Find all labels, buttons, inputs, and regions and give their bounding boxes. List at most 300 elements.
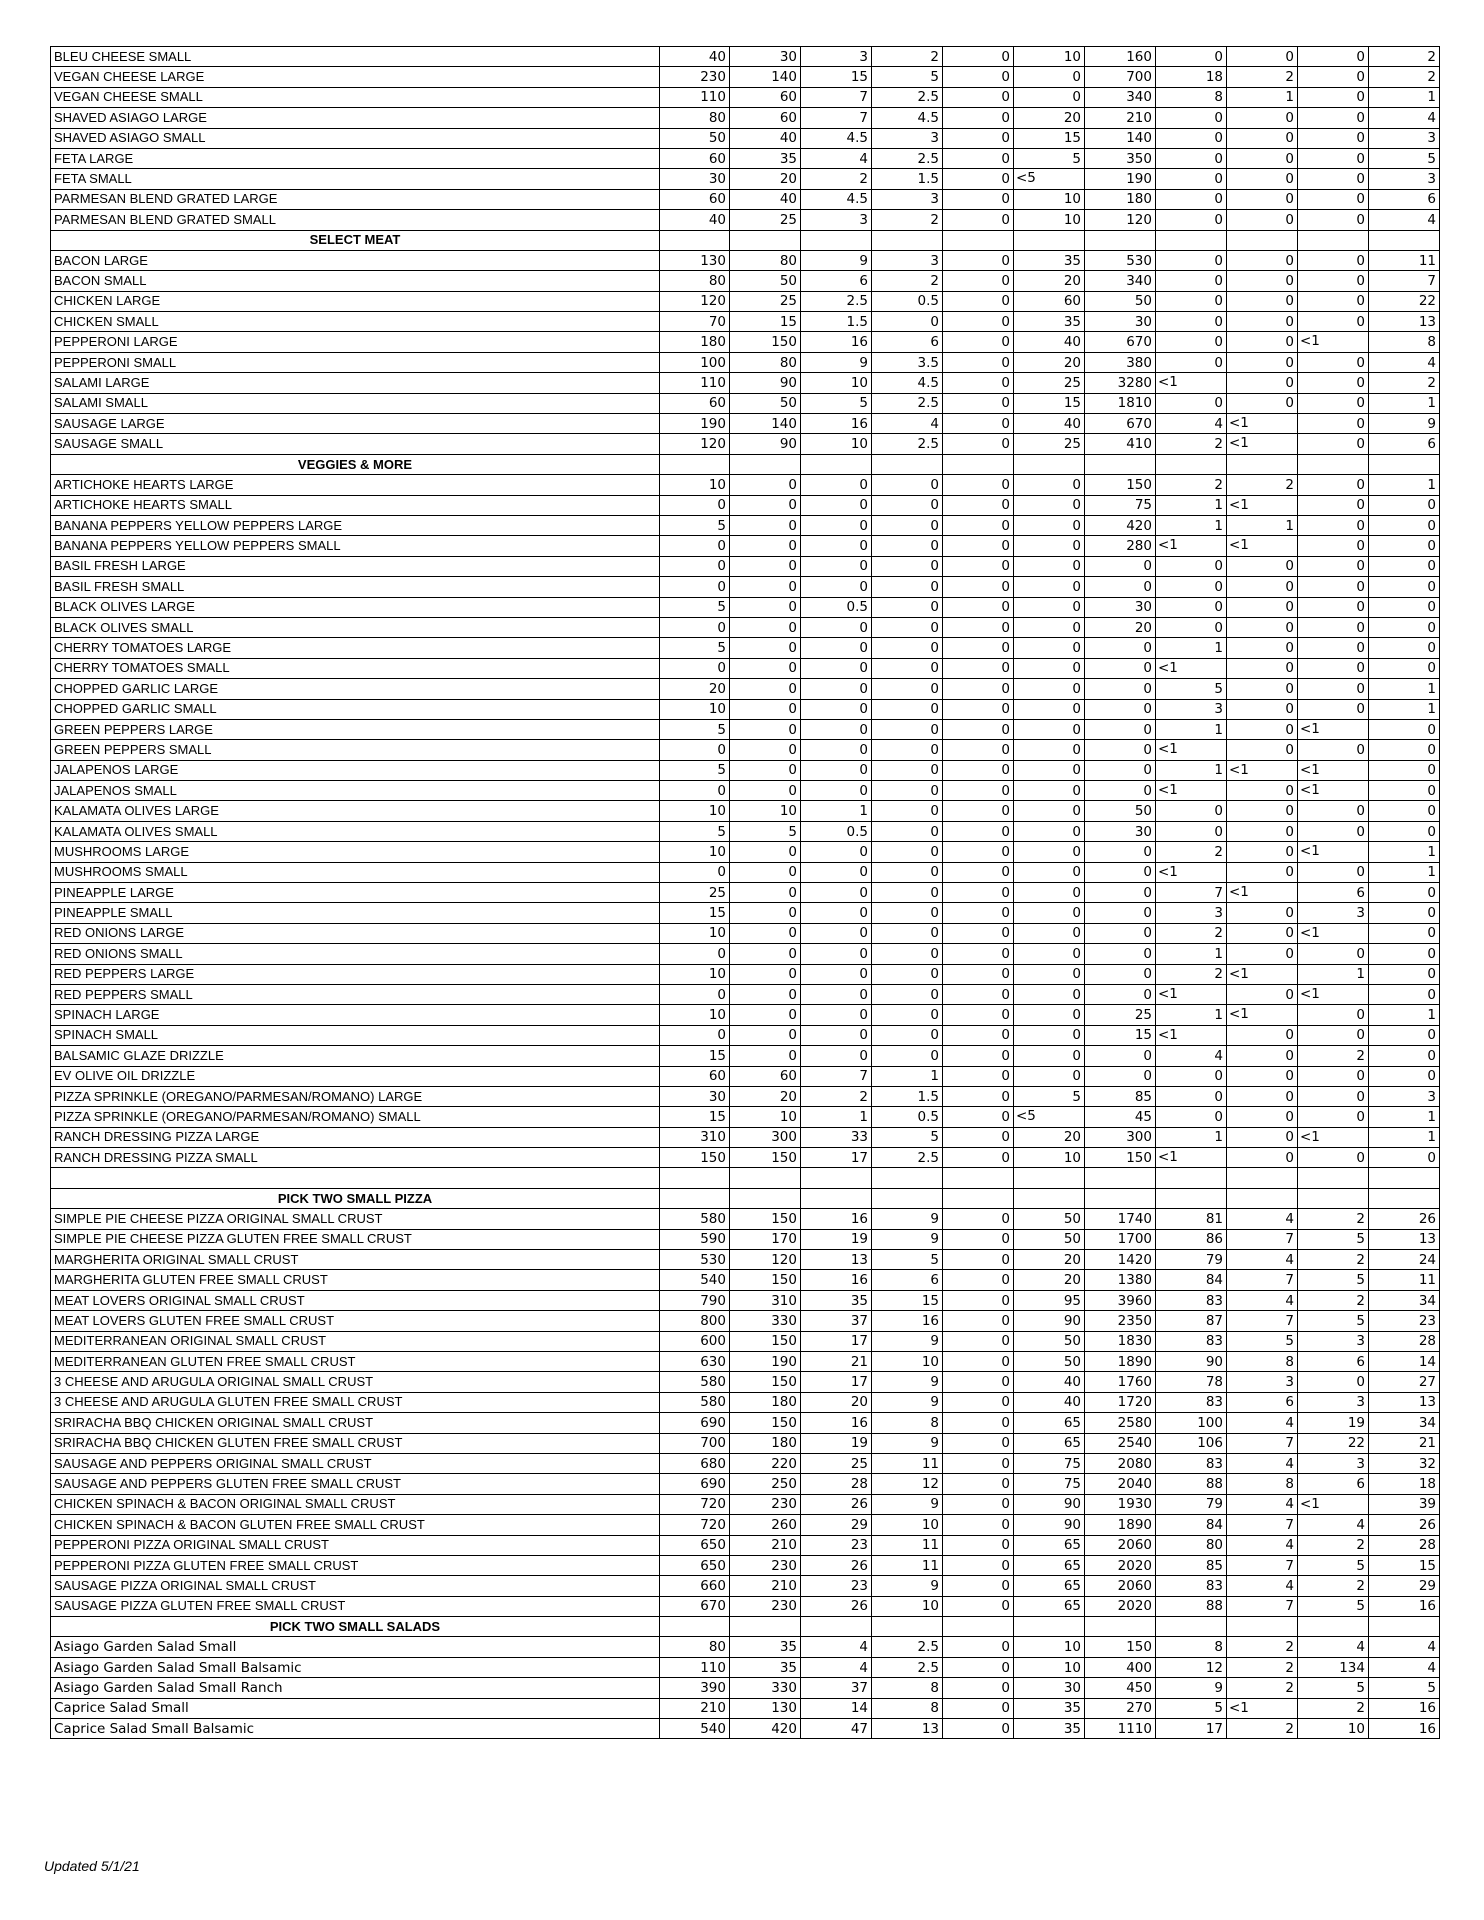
value-cell: 9 [1156, 1678, 1227, 1698]
value-cell: 0 [872, 923, 943, 943]
value-cell: 16 [872, 1311, 943, 1331]
value-cell: 10 [660, 1005, 730, 1025]
value-cell: 2 [872, 210, 943, 230]
value-cell: 0 [1369, 964, 1440, 984]
value-cell: 150 [730, 1209, 801, 1229]
value-cell: 0 [943, 862, 1014, 882]
value-cell: 0 [943, 373, 1014, 393]
value-cell: 12 [872, 1474, 943, 1494]
item-name: RANCH DRESSING PIZZA LARGE [51, 1127, 660, 1147]
value-cell [1369, 230, 1440, 250]
value-cell: 5 [1298, 1678, 1369, 1698]
value-cell: 32 [1369, 1453, 1440, 1473]
value-cell: 1420 [1085, 1250, 1156, 1270]
value-cell: 0 [1298, 67, 1369, 87]
value-text: 1 [1214, 1007, 1223, 1024]
value-cell: 0 [1156, 271, 1227, 291]
value-cell: 0 [943, 332, 1014, 352]
value-cell: 0 [872, 801, 943, 821]
value-cell: 0 [943, 1066, 1014, 1086]
value-cell: 670 [1085, 332, 1156, 352]
value-cell: 8 [872, 1413, 943, 1433]
item-name: BANANA PEPPERS YELLOW PEPPERS LARGE [51, 515, 660, 535]
value-cell: 9 [872, 1576, 943, 1596]
value-cell: 450 [1085, 1678, 1156, 1698]
value-cell: 0 [1298, 475, 1369, 495]
item-name: CHICKEN SMALL [51, 312, 660, 332]
value-cell: 340 [1085, 271, 1156, 291]
value-cell: 60 [660, 393, 730, 413]
value-cell: 0 [872, 597, 943, 617]
value-text: 150 [1126, 1149, 1152, 1166]
item-name: RANCH DRESSING PIZZA SMALL [51, 1148, 660, 1168]
value-cell: 10 [1014, 210, 1085, 230]
value-cell [1156, 1698, 1249, 1718]
value-cell: 2 [1227, 1678, 1298, 1698]
value-cell: 5 [1298, 1596, 1369, 1616]
value-cell: 0 [730, 862, 801, 882]
value-cell: 2 [1227, 475, 1298, 495]
value-cell: 15 [660, 1107, 730, 1127]
value-cell: 0 [1227, 679, 1298, 699]
table-row [51, 414, 1440, 434]
item-name: SAUSAGE PIZZA ORIGINAL SMALL CRUST [51, 1576, 660, 1596]
value-cell: 0 [730, 617, 801, 637]
value-cell: 0 [1085, 760, 1156, 780]
value-cell: 0 [943, 189, 1014, 209]
value-cell: 140 [730, 414, 801, 434]
value-cell: 0 [1014, 719, 1085, 739]
value-cell: 0 [943, 515, 1014, 535]
value-cell: 0 [1227, 1046, 1298, 1066]
overflow-value-text: <1 [1158, 374, 1178, 391]
value-cell: 110 [660, 87, 730, 107]
item-name: RED PEPPERS SMALL [51, 984, 660, 1004]
value-cell: 0 [943, 923, 1014, 943]
value-cell: 210 [660, 1698, 730, 1718]
value-cell: 0 [801, 719, 872, 739]
value-cell: 22 [1298, 1433, 1369, 1453]
value-cell: 150 [660, 1148, 730, 1168]
value-cell: 4 [1298, 1637, 1369, 1657]
value-cell: 2 [1227, 1637, 1298, 1657]
value-cell: 0 [943, 1474, 1014, 1494]
item-name: 3 CHEESE AND ARUGULA GLUTEN FREE SMALL CRUST [51, 1392, 660, 1412]
value-cell: 0 [1014, 658, 1085, 678]
value-cell: 680 [660, 1453, 730, 1473]
value-cell: 0 [1156, 250, 1227, 270]
value-cell: 11 [872, 1555, 943, 1575]
value-cell: 0 [943, 1637, 1014, 1657]
table-row [51, 1372, 1440, 1392]
value-cell: 0 [730, 719, 801, 739]
overflow-value-text: <1 [1229, 761, 1249, 778]
item-name: PINEAPPLE LARGE [51, 883, 660, 903]
value-cell: 20 [730, 1086, 801, 1106]
value-cell: 2 [1298, 1535, 1369, 1555]
value-cell: 7 [1227, 1433, 1298, 1453]
value-cell: 0 [1227, 1107, 1298, 1127]
value-cell: 5 [801, 393, 872, 413]
value-cell: 0 [943, 291, 1014, 311]
value-cell: 0 [943, 1392, 1014, 1412]
section-header-row [51, 1617, 1440, 1637]
value-cell: 0 [1156, 1066, 1227, 1086]
value-cell: 0 [1156, 148, 1227, 168]
value-cell: 0 [1156, 169, 1227, 189]
value-cell: 30 [1014, 1678, 1085, 1698]
value-cell: 0 [943, 1250, 1014, 1270]
value-cell: 0 [1369, 515, 1440, 535]
value-cell: 0 [660, 1025, 730, 1045]
value-cell: 2.5 [801, 291, 872, 311]
value-cell: 1 [1156, 515, 1227, 535]
value-cell: 9 [872, 1229, 943, 1249]
value-cell: 17 [801, 1148, 872, 1168]
value-cell: 95 [1014, 1290, 1085, 1310]
value-cell: 150 [730, 1413, 801, 1433]
value-text: 7 [1214, 884, 1223, 901]
value-cell: 0 [943, 393, 1014, 413]
value-cell: 0 [943, 1290, 1014, 1310]
value-cell: 15 [1369, 1555, 1440, 1575]
table-row [51, 515, 1440, 535]
value-cell [872, 230, 943, 250]
value-cell [1014, 230, 1085, 250]
value-cell: 2 [1369, 67, 1440, 87]
value-cell: 3 [872, 250, 943, 270]
value-cell: 18 [1369, 1474, 1440, 1494]
value-cell: 0 [1227, 210, 1298, 230]
item-name [51, 1168, 660, 1188]
value-cell: 0 [943, 1413, 1014, 1433]
value-cell: 50 [1014, 1331, 1085, 1351]
value-cell: 0 [1156, 556, 1227, 576]
item-name: 3 CHEESE AND ARUGULA ORIGINAL SMALL CRUST [51, 1372, 660, 1392]
value-text: 0 [1001, 1109, 1010, 1125]
value-cell: 90 [1014, 1494, 1085, 1514]
table-row [51, 475, 1440, 495]
value-cell: 0 [943, 1270, 1014, 1290]
value-cell: 1 [1369, 393, 1440, 413]
table-row [51, 1698, 1440, 1718]
value-cell: 20 [1014, 1270, 1085, 1290]
value-cell: 0 [943, 781, 1014, 801]
value-cell: 20 [1014, 1250, 1085, 1270]
item-name: RED ONIONS LARGE [51, 923, 660, 943]
value-cell: 35 [730, 1637, 801, 1657]
value-cell: 0 [872, 577, 943, 597]
value-cell: 260 [730, 1515, 801, 1535]
value-cell: 4 [801, 148, 872, 168]
value-cell: 17 [1156, 1719, 1227, 1739]
item-name: PIZZA SPRINKLE (OREGANO/PARMESAN/ROMANO) LARGE [51, 1086, 660, 1106]
value-cell: 160 [1085, 47, 1156, 67]
item-name: MARGHERITA ORIGINAL SMALL CRUST [51, 1250, 660, 1270]
value-cell: 230 [730, 1555, 801, 1575]
value-cell: 33 [801, 1127, 872, 1147]
value-cell: 5 [660, 821, 730, 841]
value-text: 0 [1285, 721, 1294, 738]
value-cell: 2 [872, 271, 943, 291]
value-cell: 0 [1085, 964, 1156, 984]
item-name: BACON LARGE [51, 250, 660, 270]
value-cell: 0 [943, 352, 1014, 372]
value-cell: 580 [660, 1372, 730, 1392]
value-text: 4 [1214, 415, 1223, 432]
value-cell: 30 [1085, 597, 1156, 617]
value-cell: 420 [1085, 515, 1156, 535]
table-row [51, 67, 1440, 87]
item-name: CHERRY TOMATOES LARGE [51, 638, 660, 658]
value-cell: 84 [1156, 1515, 1227, 1535]
value-cell: 3 [1369, 1086, 1440, 1106]
table-row [51, 821, 1440, 841]
value-cell: 19 [1298, 1413, 1369, 1433]
value-cell: 50 [1014, 1209, 1085, 1229]
value-cell: 0 [943, 984, 1014, 1004]
value-cell: 6 [872, 1270, 943, 1290]
value-cell: 5 [660, 760, 730, 780]
value-cell: 0 [660, 658, 730, 678]
value-cell: 0 [801, 1025, 872, 1045]
value-cell: 5 [660, 515, 730, 535]
value-cell: 5 [660, 597, 730, 617]
value-cell: 330 [730, 1678, 801, 1698]
value-cell: 0 [943, 842, 1014, 862]
table-row [51, 373, 1440, 393]
value-cell: 7 [1369, 271, 1440, 291]
value-cell: 0 [1156, 393, 1227, 413]
value-cell: 2080 [1085, 1453, 1156, 1473]
value-cell: 0 [943, 1148, 1014, 1168]
value-cell: 3 [1156, 903, 1227, 923]
value-cell: 0 [1227, 699, 1298, 719]
value-cell: 10 [801, 373, 872, 393]
value-cell: 0 [801, 536, 872, 556]
value-cell: 180 [660, 332, 730, 352]
value-cell [943, 1168, 1014, 1188]
value-cell: 670 [660, 1596, 730, 1616]
value-cell: 10 [1014, 47, 1085, 67]
value-cell: 39 [1369, 1494, 1440, 1514]
table-row [51, 617, 1440, 637]
value-cell: 0 [1227, 617, 1298, 637]
item-name: Asiago Garden Salad Small [51, 1637, 660, 1657]
value-cell: 15 [1014, 128, 1085, 148]
value-cell: 0 [730, 638, 801, 658]
value-cell: 1 [1227, 87, 1298, 107]
value-cell: 4.5 [801, 128, 872, 148]
value-cell: 0 [1014, 821, 1085, 841]
overflow-value-text: <1 [1158, 1149, 1178, 1166]
value-cell: 0 [943, 679, 1014, 699]
value-cell: 0 [1085, 883, 1156, 903]
value-cell: 2 [1369, 373, 1440, 393]
value-cell [943, 1188, 1014, 1208]
value-cell: 75 [1014, 1453, 1085, 1473]
value-cell: 10 [1014, 1657, 1085, 1677]
value-cell: 0 [1369, 658, 1440, 678]
value-cell: 0 [1369, 760, 1440, 780]
value-cell: 25 [801, 1453, 872, 1473]
value-cell: 5 [872, 67, 943, 87]
table-row [51, 1046, 1440, 1066]
value-cell: 3.5 [872, 352, 943, 372]
value-cell: 5 [872, 1127, 943, 1147]
value-cell: 0 [730, 903, 801, 923]
value-cell [1085, 740, 1178, 760]
item-name: VEGAN CHEESE LARGE [51, 67, 660, 87]
table-row [51, 312, 1440, 332]
value-cell: 0 [801, 883, 872, 903]
value-cell: 0 [943, 1331, 1014, 1351]
value-cell: 0 [660, 495, 730, 515]
item-name: BASIL FRESH SMALL [51, 577, 660, 597]
value-text: 0 [1285, 1129, 1294, 1146]
value-cell [1156, 1005, 1249, 1025]
item-name: SPINACH LARGE [51, 1005, 660, 1025]
value-cell: 29 [1369, 1576, 1440, 1596]
value-cell: 0 [1227, 271, 1298, 291]
value-cell: 0 [943, 597, 1014, 617]
value-cell: 630 [660, 1352, 730, 1372]
value-cell: 0 [1227, 148, 1298, 168]
value-cell: 0 [1298, 271, 1369, 291]
item-name: ARTICHOKE HEARTS SMALL [51, 495, 660, 515]
value-cell: 0 [1227, 658, 1298, 678]
value-cell: 4 [1227, 1576, 1298, 1596]
value-cell: 83 [1156, 1392, 1227, 1412]
value-cell: 0 [730, 883, 801, 903]
value-cell: 0 [943, 1678, 1014, 1698]
value-cell: 2.5 [872, 148, 943, 168]
value-cell: 80 [660, 108, 730, 128]
overflow-value-text: <1 [1300, 782, 1320, 799]
table-row [51, 1148, 1440, 1168]
value-cell: 0 [872, 719, 943, 739]
value-cell: 3 [1298, 1392, 1369, 1412]
value-cell: 6 [1369, 189, 1440, 209]
value-cell: 37 [801, 1311, 872, 1331]
value-cell: 0 [1227, 373, 1298, 393]
value-cell [1227, 923, 1320, 943]
value-cell: 0 [1227, 189, 1298, 209]
value-cell: 0 [1227, 47, 1298, 67]
value-cell: 7 [1227, 1311, 1298, 1331]
value-cell: 0 [1014, 475, 1085, 495]
table-row [51, 760, 1440, 780]
item-name: MEAT LOVERS GLUTEN FREE SMALL CRUST [51, 1311, 660, 1331]
value-cell: 670 [1085, 414, 1156, 434]
value-cell: 110 [660, 1657, 730, 1677]
value-cell: 0 [1014, 87, 1085, 107]
value-cell: 10 [660, 842, 730, 862]
value-cell: 83 [1156, 1290, 1227, 1310]
value-cell: 0 [1369, 821, 1440, 841]
value-cell [801, 1617, 872, 1637]
section-header-row [51, 230, 1440, 250]
value-cell: 600 [660, 1331, 730, 1351]
overflow-value-text: <1 [1300, 1495, 1320, 1512]
value-cell: 25 [730, 210, 801, 230]
value-cell: 6 [801, 271, 872, 291]
value-cell: 0 [943, 1229, 1014, 1249]
value-cell: 0 [1085, 923, 1156, 943]
value-cell: 1890 [1085, 1515, 1156, 1535]
section-title: VEGGIES & MORE [51, 454, 660, 474]
value-cell: 0 [730, 495, 801, 515]
value-cell: 5 [1014, 148, 1085, 168]
value-cell: 60 [1014, 291, 1085, 311]
value-cell: 2540 [1085, 1433, 1156, 1453]
value-cell: 1 [1369, 475, 1440, 495]
value-cell: 134 [1298, 1657, 1369, 1677]
value-cell: 13 [872, 1719, 943, 1739]
table-row [51, 1025, 1440, 1045]
value-cell: 37 [801, 1678, 872, 1698]
table-row [51, 1209, 1440, 1229]
table-row [51, 108, 1440, 128]
value-cell: 50 [660, 128, 730, 148]
value-cell: 0 [1156, 577, 1227, 597]
value-cell: 2 [1298, 1250, 1369, 1270]
value-cell: 0 [943, 414, 1014, 434]
table-row [51, 1535, 1440, 1555]
value-cell: 10 [872, 1515, 943, 1535]
value-cell: 0 [1014, 638, 1085, 658]
value-cell: 0 [1014, 984, 1085, 1004]
value-cell: 0 [1298, 1025, 1369, 1045]
value-cell: 0 [872, 984, 943, 1004]
value-cell: 12 [1156, 1657, 1227, 1677]
value-cell: 4 [1369, 1657, 1440, 1677]
value-cell: 120 [660, 291, 730, 311]
item-name: SRIRACHA BBQ CHICKEN ORIGINAL SMALL CRUST [51, 1413, 660, 1433]
value-cell: 5 [1298, 1270, 1369, 1290]
table-row [51, 1331, 1440, 1351]
value-cell [872, 454, 943, 474]
value-cell: 0 [1227, 352, 1298, 372]
value-cell: 85 [1085, 1086, 1156, 1106]
value-text: 15 [1134, 1027, 1152, 1044]
value-cell: 0 [1156, 189, 1227, 209]
value-cell: 3 [801, 210, 872, 230]
value-cell: 35 [730, 1657, 801, 1677]
value-cell: 720 [660, 1494, 730, 1514]
item-name: CHICKEN LARGE [51, 291, 660, 311]
item-name: MEDITERRANEAN ORIGINAL SMALL CRUST [51, 1331, 660, 1351]
value-cell [1298, 1168, 1369, 1188]
value-cell: 40 [660, 47, 730, 67]
section-header-row [51, 454, 1440, 474]
table-row [51, 781, 1440, 801]
value-cell: 80 [660, 1637, 730, 1657]
value-cell [1085, 1148, 1178, 1168]
value-cell: 0 [1085, 638, 1156, 658]
value-cell: 0 [943, 1555, 1014, 1575]
value-cell [730, 454, 801, 474]
value-cell: 690 [660, 1413, 730, 1433]
value-cell: 660 [660, 1576, 730, 1596]
value-cell [1156, 1168, 1227, 1188]
value-cell: 540 [660, 1719, 730, 1739]
value-cell: 0 [801, 658, 872, 678]
value-cell: 1 [1369, 679, 1440, 699]
value-cell: 3 [1369, 169, 1440, 189]
item-name: MUSHROOMS SMALL [51, 862, 660, 882]
table-row [51, 1005, 1440, 1025]
